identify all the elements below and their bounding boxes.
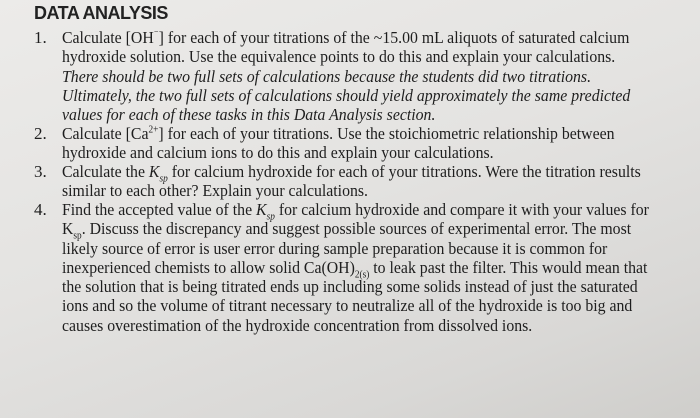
text-line: values for each of these tasks in this Data Analysis section.	[62, 105, 436, 125]
list-item-4	[34, 200, 694, 335]
item-number: 1.	[34, 28, 47, 47]
text-line: likely source of error is user error during sample preparation because it is common for	[62, 238, 608, 258]
text-line: $K_{sp}$. Discuss the discrepancy and suggest possible sources of experimental error. The most	[62, 219, 632, 242]
text-line: Ultimately, the two full sets of calculations should yield approximately the same predicted	[62, 85, 631, 105]
item-number: 4.	[34, 200, 47, 219]
text-line: There should be two full sets of calculations because the students did two titrations.	[62, 66, 592, 86]
text-line: Calculate [OH⁻] for each of your titrations of the ~15.00 mL aliquots of saturated calcium	[62, 28, 630, 47]
text-line: inexperienced chemists to allow solid $Ca(OH)_{2(s)}$ to leak past the filter. This would mean that	[62, 257, 648, 281]
text-line: Calculate the $K_{sp}$ for calcium hydroxide for each of your titrations. Were the titration results	[62, 162, 641, 185]
section-title: DATA ANALYSIS	[34, 3, 168, 23]
text-line: Calculate $[Ca^{2+}]$ for each of your titrations. Use the stoichiometric relationship between	[62, 124, 615, 143]
list-item-3	[34, 162, 694, 201]
text-line: hydroxide and calcium ions to do this and explain your calculations.	[62, 143, 494, 163]
text-line: ions and so the volume of titrant necessary to neutralize all of the hydroxide is too big and	[62, 296, 633, 316]
text-line: the solution that is being titrated ends up including some solids instead of just the saturated	[62, 277, 638, 297]
text-line: causes overestimation of the hydroxide concentration from dissolved ions.	[62, 315, 533, 335]
text-line: Find the accepted value of the $K_{sp}$ for calcium hydroxide and compare it with your values for	[62, 200, 649, 223]
text-line: similar to each other? Explain your calculations.	[62, 181, 368, 201]
list-item-1	[34, 28, 694, 124]
item-number: 2.	[34, 124, 47, 143]
item-number: 3.	[34, 162, 47, 181]
list-item-2	[34, 124, 694, 163]
text-line: hydroxide solution. Use the equivalence points to do this and explain your calculations.	[62, 47, 616, 67]
